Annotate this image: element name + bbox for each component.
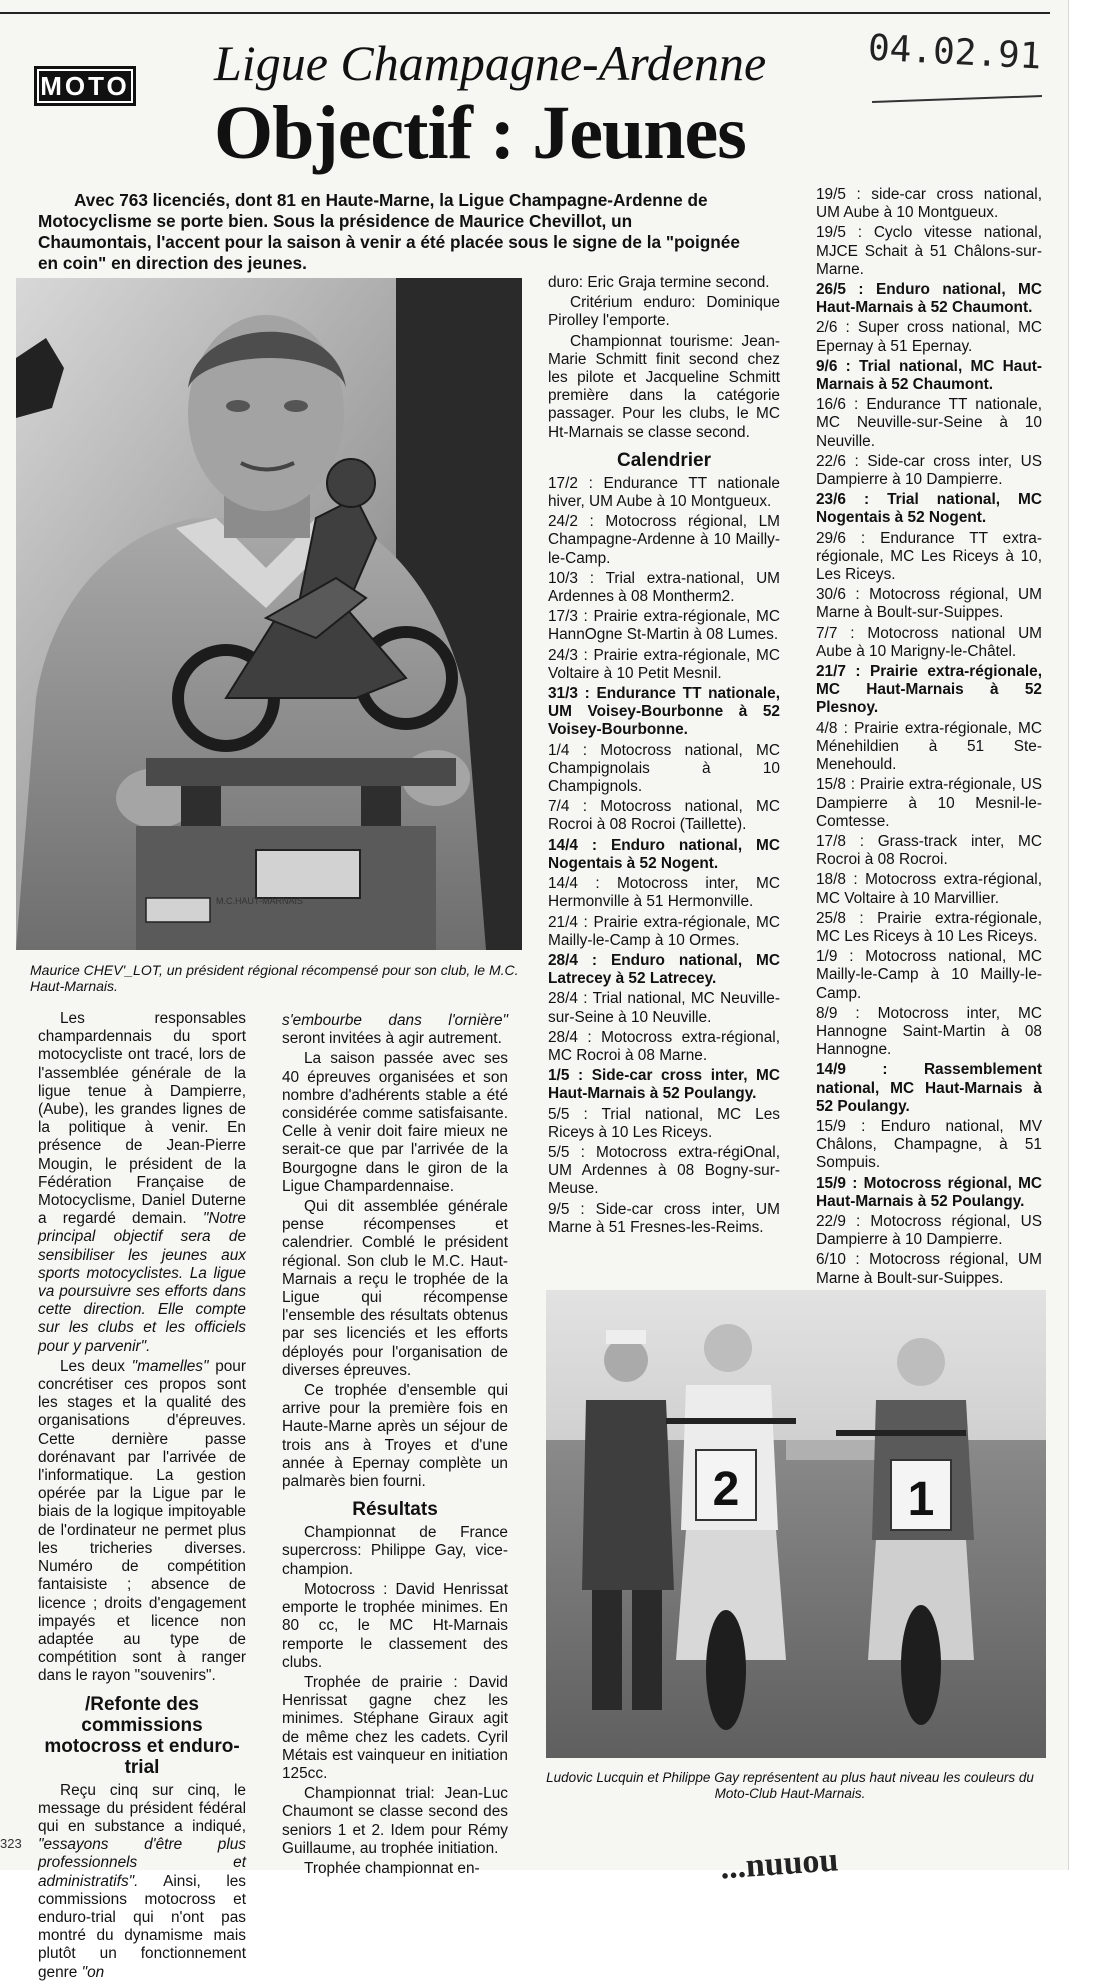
bib-number-left: 2 bbox=[712, 1463, 740, 1516]
col-a-p1-text: Les responsables champardennais du sport motocycliste ont tracé, lors de l'assemblée générale de la ligue tenue à Dampierre, (Aube), les grandes lignes de la politique à venir. En présence de Jean-Pierre Mougin, le président de la Fédération Française de Motocyclisme, Daniel Duterne a regardé demain. bbox=[38, 1010, 246, 1228]
cal-c-entry: 5/5 : Motocross extra-régiOnal, UM Ardennes à 08 Bogny-sur-Meuse. bbox=[548, 1143, 780, 1198]
result-7: Critérium enduro: Dominique Pirolley l'emporte. bbox=[548, 294, 780, 330]
cal-c-entry: 28/4 : Trial national, MC Neuville-sur-Seine à 10 Neuville. bbox=[548, 990, 780, 1026]
column-c bbox=[548, 274, 780, 1239]
col-a-paragraph-1 bbox=[38, 1010, 246, 1356]
cal-c-entry: 1/5 : Side-car cross inter, MC Haut-Marnais à 52 Poulangy. bbox=[548, 1067, 780, 1103]
trophy-photo-image bbox=[16, 278, 522, 950]
cal-c-entry: 31/3 : Endurance TT nationale, UM Voisey-Bourbonne à 52 Voisey-Bourbonne. bbox=[548, 685, 780, 739]
col-a-p2-a: Les deux bbox=[60, 1357, 125, 1375]
result-2: Motocross : David Henrissat emporte le trophée minimes. En 80 cc, le MC Ht-Marnais remporte le classement des clubs. bbox=[282, 1580, 508, 1671]
cal-c-entry: 17/2 : Endurance TT nationale hiver, UM Aube à 10 Montgueux. bbox=[548, 474, 780, 511]
cal-d-entry: 29/6 : Endurance TT extra-régionale, MC Les Riceys à 10, Les Riceys. bbox=[816, 529, 1042, 584]
col-a-p2-b: pour concrétiser ces propos sont les stages et la qualité des organisations d'épreuves. Cette dernière passe dorénavant par l'arrivée de l'informatique. La gestion opérée par la Ligue par le biais de la logique impitoyable de l'ordinateur ne permet plus les tricheries diverses. Numéro de compétition fantaisiste ; absence de licence ; droits d'engagement impayés et licence non adaptée au type de compétition sont à ranger dans le rayon "souvenirs". bbox=[38, 1357, 246, 1685]
photo-caption: Maurice CHEV'_LOT, un président régional récompensé pour son club, le M.C. Haut-Marnais. bbox=[30, 962, 519, 994]
col-a-p3-quote: "essayons d'être plus professionnels et administratifs". bbox=[38, 1836, 246, 1890]
cal-c-entry: 7/4 : Motocross national, MC Rocroi à 08 Rocroi (Taillette). bbox=[548, 798, 780, 834]
results-heading: Résultats bbox=[352, 1499, 438, 1521]
cal-d-entry: 15/8 : Prairie extra-régionale, US Dampierre à 10 Mesnil-le-Comtesse. bbox=[816, 776, 1042, 830]
result-4: Championnat trial: Jean-Luc Chaumont se classe second des seniors 1 et 2. Idem pour Rémy Guillaume, au trophée initiation. bbox=[282, 1785, 508, 1857]
col-a-p3-end: "on bbox=[81, 1963, 105, 1981]
cal-c-entry: 14/4 : Motocross inter, MC Hermonville à 51 Hermonville. bbox=[548, 875, 780, 911]
cal-d-entry: 23/6 : Trial national, MC Nogentais à 52 Nogent. bbox=[816, 491, 1042, 527]
cal-c-entry: 21/4 : Prairie extra-régionale, MC Mailly-le-Camp à 10 Ormes. bbox=[548, 913, 780, 949]
cal-d-entry: 15/9 : Motocross régional, MC Haut-Marnais à 52 Poulangy. bbox=[816, 1174, 1042, 1210]
col-a-p3-a: Reçu cinq sur cinq, le message du président fédéral qui en substance a indiqué, bbox=[38, 1781, 246, 1835]
cal-c-entry: 1/4 : Motocross national, MC Champignolais à 10 Champignols. bbox=[548, 741, 780, 796]
result-3: Trophée de prairie : David Henrissat gagne chez les minimes. Stéphane Giraux agit de même chez les cadets. Cyril Métais est vainqueur en initiation 125cc. bbox=[282, 1673, 508, 1782]
calendar-list-part-2 bbox=[816, 186, 1042, 1326]
riders-photo-image bbox=[546, 1290, 1046, 1758]
cal-d-entry: 30/6 : Motocross régional, UM Marne à Boult-sur-Suippes. bbox=[816, 586, 1042, 622]
cal-d-entry: 7/7 : Motocross national UM Aube à 10 Marigny-le-Châtel. bbox=[816, 624, 1042, 660]
col-b-paragraph-1: La saison passée avec ses 40 épreuves organisées et son nombre d'adhérents stable a été considérée comme satisfaisante. Celle à venir doit faire mieux ne serait-ce que par l'arrivée de la Bourgogne dans le giron de la Ligue Champardennaise. bbox=[282, 1050, 508, 1195]
result-1: Championnat de France supercross: Philippe Gay, vice-champion. bbox=[282, 1524, 508, 1578]
top-rule bbox=[0, 12, 1050, 14]
result-8: Championnat tourisme: Jean-Marie Schmitt finit second chez les pilote et Jacqueline Schmitt première dans la catégorie passager. Pour les clubs, le MC Ht-Marnais se classe second. bbox=[548, 332, 780, 441]
cal-d-entry: 8/9 : Motocross inter, MC Hannogne Saint-Martin à 08 Hannogne. bbox=[816, 1004, 1042, 1059]
col-a-p3-b: Ainsi, les commissions motocross et enduro-trial qui n'ont pas montré du dynamisme mais plutôt un fonctionnement genre bbox=[38, 1872, 246, 1981]
cal-c-entry: 24/3 : Prairie extra-régionale, MC Voltaire à 10 Petit Mesnil. bbox=[548, 646, 780, 682]
cal-c-entry: 9/5 : Side-car cross inter, UM Marne à 51 Fresnes-les-Reims. bbox=[548, 1200, 780, 1236]
cal-d-entry: 25/8 : Prairie extra-régionale, MC Les Riceys à 10 Les Riceys. bbox=[816, 909, 1042, 945]
result-5: Trophée championnat en- bbox=[304, 1859, 480, 1877]
bib-number-right: 1 bbox=[907, 1473, 935, 1526]
column-a bbox=[38, 1010, 246, 1984]
cal-c-entry: 28/4 : Enduro national, MC Latrecey à 52 Latrecey. bbox=[548, 951, 780, 988]
calendar-heading: Calendrier bbox=[617, 449, 711, 471]
cal-d-entry: 6/10 : Motocross régional, UM Marne à Boult-sur-Suippes. bbox=[816, 1251, 1042, 1287]
cal-d-entry: 21/7 : Prairie extra-régionale, MC Haut-Marnais à 52 Plesnoy. bbox=[816, 663, 1042, 717]
kicker: Ligue Champagne-Ardenne bbox=[214, 35, 767, 91]
cal-d-entry: 17/8 : Grass-track inter, MC Rocroi à 08 Rocroi. bbox=[816, 832, 1042, 869]
subhead-refonte: /Refonte des commissions motocross et enduro-trial bbox=[44, 1693, 240, 1778]
section-badge: MOTO bbox=[34, 66, 136, 106]
cal-c-entry: 17/3 : Prairie extra-régionale, MC HannOgne St-Martin à 08 Lumes. bbox=[548, 608, 780, 644]
cal-c-entry: 14/4 : Enduro national, MC Nogentais à 52 Nogent. bbox=[548, 836, 780, 872]
cal-c-entry: 28/4 : Motocross extra-régional, MC Rocroi à 08 Marne. bbox=[548, 1028, 780, 1064]
col-b-paragraph-0 bbox=[282, 1012, 508, 1048]
col-b-paragraph-3: Ce trophée d'ensemble qui arrive pour la première fois en Haute-Marne après un séjour de trois ans à Troyes et d'une année à Epernay complète un palmarès bien fourni. bbox=[282, 1382, 508, 1491]
headline: Objectif : Jeunes bbox=[214, 91, 746, 175]
cal-d-entry: 19/5 : Cyclo vitesse national, MJCE Schait à 51 Châlons-sur-Marne. bbox=[816, 224, 1042, 278]
cal-d-entry: 26/5 : Enduro national, MC Haut-Marnais à 52 Chaumont. bbox=[816, 281, 1042, 317]
cal-c-entry: 5/5 : Trial national, MC Les Riceys à 10 Les Riceys. bbox=[548, 1105, 780, 1141]
cal-d-entry: 18/8 : Motocross extra-régional, MC Voltaire à 10 Marvillier. bbox=[816, 871, 1042, 907]
col-a-paragraph-2 bbox=[38, 1358, 246, 1686]
cal-d-entry: 22/6 : Side-car cross inter, US Dampierre à 10 Dampierre. bbox=[816, 452, 1042, 489]
cal-c-entry: 10/3 : Trial extra-national, UM Ardennes à 08 Montherm2. bbox=[548, 569, 780, 606]
cal-d-entry: 16/6 : Endurance TT nationale, MC Neuville-sur-Seine à 10 Neuville. bbox=[816, 396, 1042, 450]
col-a-p2-quote: "mamelles" bbox=[131, 1357, 209, 1375]
lead-paragraph: Avec 763 licenciés, dont 81 en Haute-Marne, la Ligue Champagne-Ardenne de Motocyclisme se porte bien. Sous la présidence de Maurice Chevillot, un Chaumontais, l'accent pour la saison à venir a été placée sous le signe de la "poignée en coin" en direction des jeunes. bbox=[38, 190, 740, 273]
cal-d-entry: 15/9 : Enduro national, MV Châlons, Champagne, à 51 Sompuis. bbox=[816, 1117, 1042, 1172]
cal-c-entry: 24/2 : Motocross régional, LM Champagne-Ardenne à 10 Mailly-le-Camp. bbox=[548, 513, 780, 567]
col-a-paragraph-3 bbox=[38, 1782, 246, 1982]
calendar-list-part-1 bbox=[548, 475, 780, 1237]
cal-d-entry: 22/9 : Motocross régional, US Dampierre à 10 Dampierre. bbox=[816, 1212, 1042, 1249]
handwritten-date: 04.02.91 bbox=[867, 27, 1043, 78]
column-d bbox=[816, 186, 1042, 1328]
cal-d-entry: 19/5 : side-car cross national, UM Aube à 10 Montgueux. bbox=[816, 186, 1042, 222]
cal-d-entry: 2/6 : Super cross national, MC Epernay à 51 Epernay. bbox=[816, 319, 1042, 355]
trophy-plaque-text: M.C.HAUT-MARNAIS bbox=[216, 896, 304, 906]
column-b bbox=[282, 1012, 508, 1880]
result-6: duro: Eric Graja termine second. bbox=[548, 274, 770, 291]
col-a-p1-quote: "Notre principal objectif sera de sensibiliser les jeunes aux sports motocyclistes. La ligue va poursuivre ses efforts dans cette direction. Elle compte sur les clubs et les officiels pour y parvenir". bbox=[38, 1210, 246, 1355]
col-b-p0-quote: s'embourbe dans l'ornière" bbox=[282, 1012, 508, 1029]
date-underline bbox=[872, 95, 1042, 103]
cal-d-entry: 4/8 : Prairie extra-régionale, MC Ménehildien à 51 Ste-Menehould. bbox=[816, 719, 1042, 774]
cal-d-entry: 1/9 : Motocross national, MC Mailly-le-Camp à 10 Mailly-le-Camp. bbox=[816, 948, 1042, 1002]
riders-photo bbox=[546, 1290, 1046, 1758]
trophy-photo bbox=[16, 278, 522, 950]
page-number: 323 bbox=[0, 1836, 22, 1851]
col-b-p0-b: seront invitées à agir autrement. bbox=[282, 1030, 502, 1048]
riders-caption: Ludovic Lucquin et Philippe Gay représentent au plus haut niveau les couleurs du Moto-Club Haut-Marnais. bbox=[546, 1770, 1034, 1801]
cal-d-entry: 14/9 : Rassemblement national, MC Haut-Marnais à 52 Poulangy. bbox=[816, 1061, 1042, 1115]
col-b-paragraph-2: Qui dit assemblée générale pense récompenses et calendrier. Comblé le président régional. Son club le M.C. Haut-Marnais a reçu le trophée de la Ligue qui récompense l'ensemble des résultats obtenus par ses licenciés et les efforts déployés pour l'organisation de diverses épreuves. bbox=[282, 1198, 508, 1379]
cal-d-entry: 9/6 : Trial national, MC Haut-Marnais à 52 Chaumont. bbox=[816, 357, 1042, 394]
scrap-fragment-bottom: ...nuuou bbox=[719, 1841, 840, 1887]
